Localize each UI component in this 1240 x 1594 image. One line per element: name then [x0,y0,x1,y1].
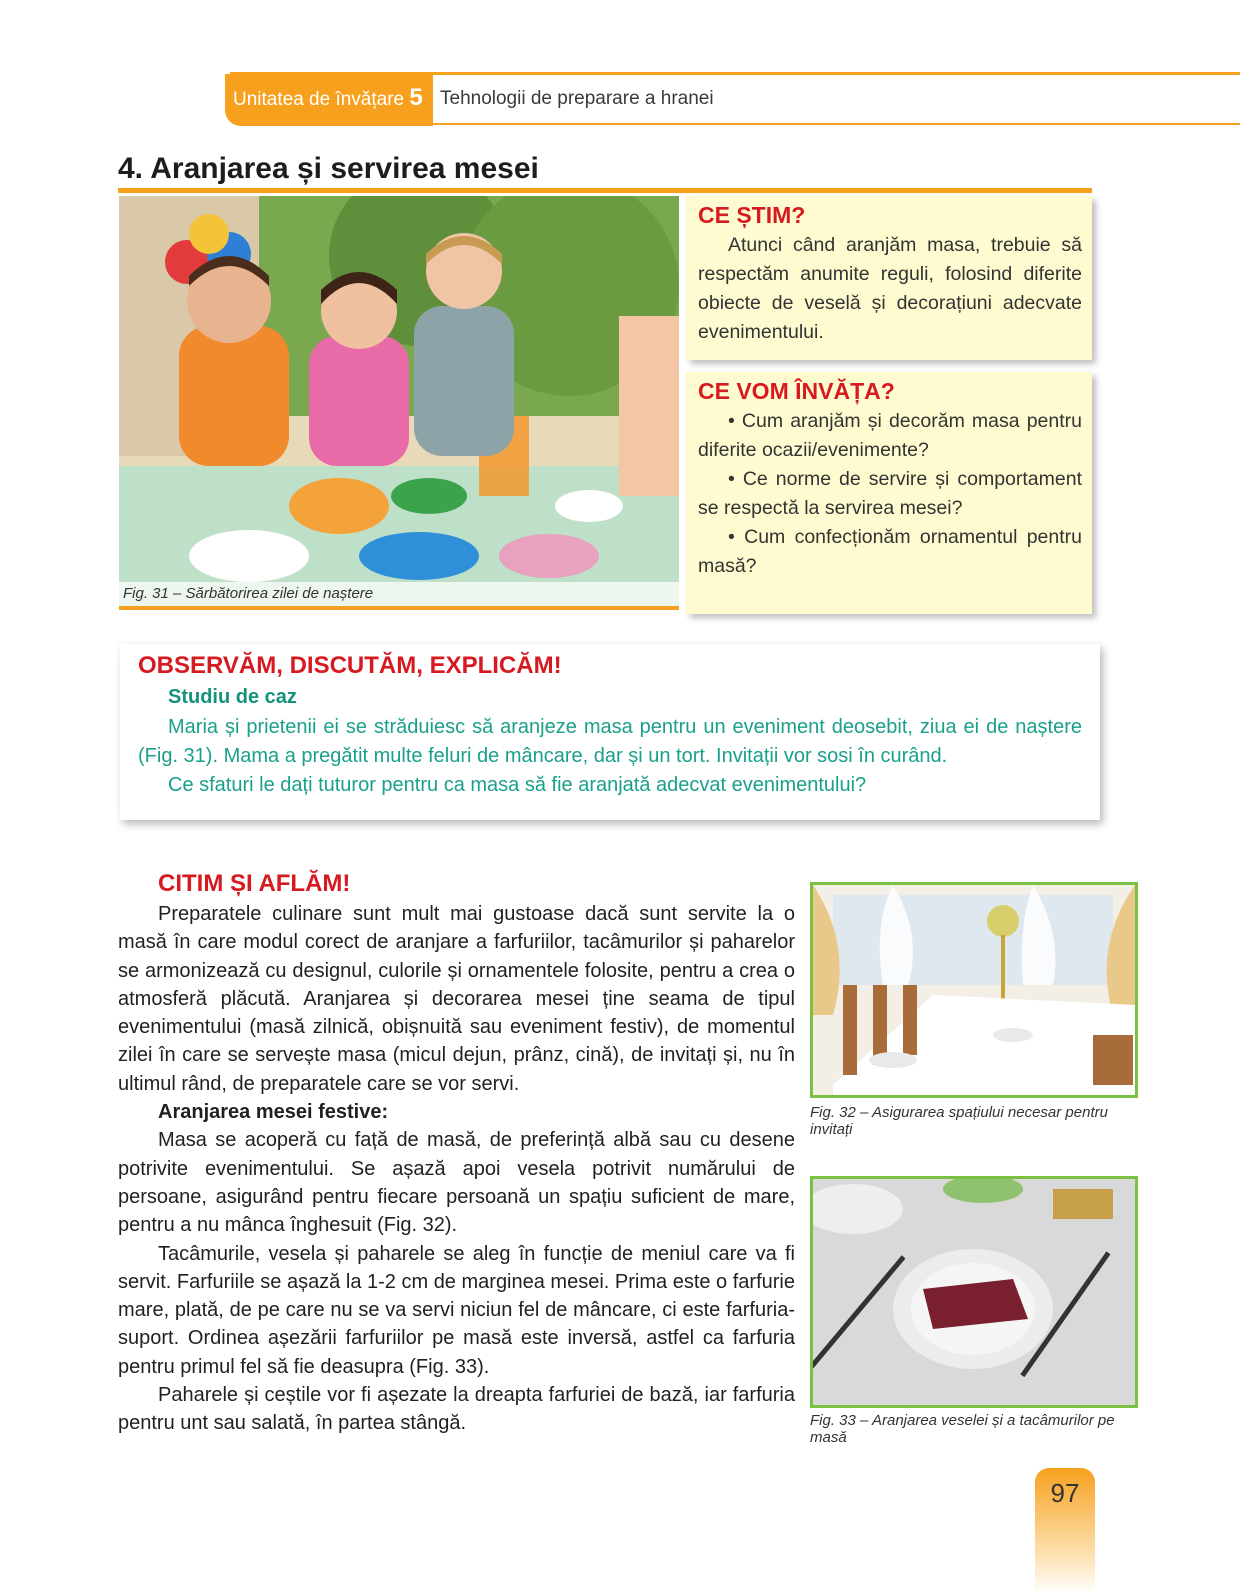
ce-stim-text: Atunci când aranjăm masa, trebuie să respectăm anumite reguli, folosind diferite obiecte de veselă și decorațiuni adecvate evenimentului. [698,234,1082,343]
title-underline [118,188,1092,193]
figure-33 [810,1176,1138,1408]
citim-body [118,900,795,1438]
case-study-subtitle: Studiu de caz [168,686,297,708]
unit-label: Unitatea de învățare [233,89,405,110]
figure-32 [810,882,1138,1098]
table-setting-photo [813,1179,1135,1405]
header-rule-bottom [430,123,1240,125]
unit-number: 5 [409,84,423,111]
birthday-party-photo [119,196,679,606]
case-study-paragraph: Maria și prietenii ei se străduiesc să aranjeze masa pentru un eveniment deosebit, ziua ei de naștere (Fig. 31). Mama a pregătit multe feluri de mâncare, dar și un tort. Invitații vor sosi în curând. [138,716,1082,767]
learning-item: • Cum confecționăm ornamentul pentru masă? [698,526,1082,577]
ce-stim-title: CE ȘTIM? [698,202,806,228]
figure-32-caption: Fig. 32 – Asigurarea spațiului necesar pentru invitați [810,1104,1108,1138]
figure-31-caption: Fig. 31 – Sărbătorirea zilei de naștere [119,582,679,606]
ce-vom-invata-box [686,372,1092,614]
subheading-festive-table: Aranjarea mesei festive: [158,1101,389,1124]
case-study-question: Ce sfaturi le dați tuturor pentru ca masa să fie aranjată adecvat evenimentului? [168,774,867,796]
figure-33-caption: Fig. 33 – Aranjarea veselei și a tacâmurilor pe masă [810,1412,1115,1446]
body-paragraph: Tacâmurile, vesela și paharele se aleg în funcție de meniul care va fi servit. Farfuriile se așază la 1-2 cm de marginea mesei. Prima este o farfurie mare, plată, de pe care nu se va servi niciun fel de mâncare, ci este farfuria-suport. Ordinea așezării farfuriilor pe masă este inversă, astfel ca farfuria pentru primul fel să fie deasupra (Fig. 33). [118,1242,795,1378]
body-paragraph: Preparatele culinare sunt mult mai gustoase dacă sunt servite la o masă în care modul corect de aranjare a farfuriilor, tacâmurilor și paharelor se armonizează cu designul, culorile și ornamentele folosite, pentru a crea o atmosferă plăcută. Aranjarea și decorarea mesei ține seama de tipul evenimentului (masă zilnică, obișnuită sau eveniment festiv), de momentul zilei în care se servește masa (micul dejun, prânz, cină), de invitați și, nu în ultimul rând, de preparatele care se vor servi. [118,903,795,1095]
observam-box [120,644,1100,820]
body-paragraph: Masa se acoperă cu față de masă, de preferință albă sau cu desene potrivite evenimentului. Se așază apoi vesela potrivit numărului de persoane, asigurând pentru fiecare persoană un spațiu suficient de mare, pentru a nu mânca înghesuit (Fig. 32). [118,1129,795,1237]
unit-tab [225,74,433,126]
banquet-hall-photo [813,885,1135,1095]
lesson-title: 4. Aranjarea și servirea mesei [118,152,539,185]
unit-title: Tehnologii de preparare a hranei [440,88,714,109]
learning-item: • Ce norme de servire și comportament se respectă la servirea mesei? [698,468,1082,519]
figure-31 [119,196,679,610]
citim-title: CITIM ȘI AFLĂM! [158,870,351,897]
body-paragraph: Paharele și ceștile vor fi așezate la dreapta farfuriei de bază, iar farfuria pentru unt sau salată, în partea stângă. [118,1384,795,1435]
ce-vom-invata-title: CE VOM ÎNVĂȚA? [698,378,895,404]
ce-stim-box [686,196,1092,360]
observam-title: OBSERVĂM, DISCUTĂM, EXPLICĂM! [138,652,562,679]
page-number: 97 [1050,1478,1080,1508]
learning-item: • Cum aranjăm și decorăm masa pentru diferite ocazii/evenimente? [698,410,1082,461]
